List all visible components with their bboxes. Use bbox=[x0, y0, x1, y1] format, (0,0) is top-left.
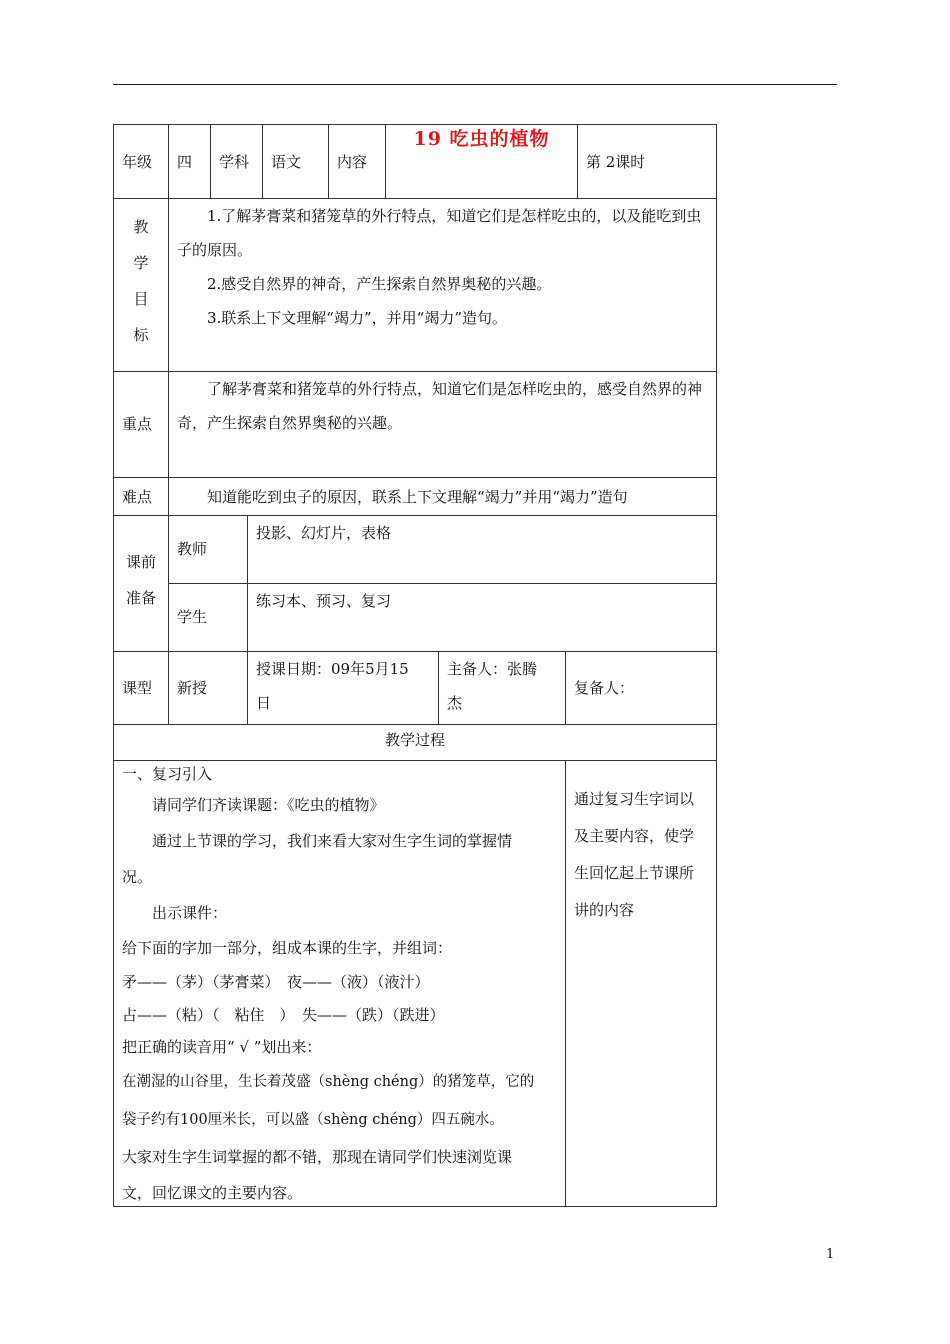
process-line: 矛——（茅）（茅膏菜） 夜——（液）（液汁） bbox=[122, 973, 430, 991]
process-heading: 教学过程 bbox=[113, 724, 717, 761]
header-rule bbox=[113, 84, 837, 85]
difficulties-label: 难点 bbox=[113, 477, 169, 516]
process-line: 文，回忆课文的主要内容。 bbox=[122, 1184, 303, 1202]
key-points-text bbox=[168, 371, 717, 478]
objective-item: 2.感受自然界的神奇，产生探索自然界奥秘的兴趣。 bbox=[207, 275, 552, 293]
teaching-date-line: 日 bbox=[256, 694, 272, 712]
process-line: 况。 bbox=[122, 868, 153, 886]
difficulties-paragraph: 知道能吃到虫子的原因，联系上下文理解“竭力”并用“竭力”造句 bbox=[207, 488, 628, 506]
process-line: 袋子约有100厘米长，可以盛（shèng chéng）四五碗水。 bbox=[122, 1112, 504, 1128]
student-label: 学生 bbox=[168, 583, 248, 652]
process-line: 把正确的读音用“ √ ”划出来： bbox=[122, 1038, 322, 1056]
process-note-line: 及主要内容，使学 bbox=[574, 827, 695, 845]
process-line: 出示课件： bbox=[152, 904, 228, 922]
process-line: 请同学们齐读课题：《吃虫的植物》 bbox=[152, 796, 385, 814]
process-line: 大家对生字生词掌握的都不错，那现在请同学们快速浏览课 bbox=[122, 1148, 513, 1166]
objective-item: 3.联系上下文理解“竭力”，并用“竭力”造句。 bbox=[207, 309, 507, 327]
main-preparer-line: 杰 bbox=[447, 694, 463, 712]
lesson-type-label: 课型 bbox=[113, 651, 169, 725]
teacher-label: 教师 bbox=[168, 515, 248, 584]
process-line: 占——（粘）（ 粘住 ） 失——（跌）（跌进） bbox=[122, 1006, 445, 1024]
page-number: 1 bbox=[826, 1247, 835, 1262]
objective-item: 1.了解茅膏菜和猪笼草的外行特点，知道它们是怎样吃虫的，以及能吃到虫子的原因。 bbox=[177, 207, 702, 259]
lesson-type-value: 新授 bbox=[168, 651, 248, 725]
main-preparer bbox=[438, 651, 566, 725]
objectives-label-char: 目 bbox=[133, 290, 149, 308]
objectives-label-char: 学 bbox=[133, 254, 149, 272]
preparation-label bbox=[113, 515, 169, 652]
content-label: 内容 bbox=[328, 124, 386, 199]
key-points-paragraph: 了解茅膏菜和猪笼草的外行特点，知道它们是怎样吃虫的，感受自然界的神奇，产生探索自然界奥秘的兴趣。 bbox=[177, 380, 703, 432]
process-line: 在潮湿的山谷里，生长着茂盛（shèng chéng）的猪笼草，它的 bbox=[122, 1074, 535, 1090]
process-line: 给下面的字加一部分，组成本课的生字，并组词： bbox=[122, 939, 453, 957]
process-content bbox=[113, 760, 566, 1207]
grade-label: 年级 bbox=[113, 124, 169, 199]
objectives-label-char: 标 bbox=[133, 326, 149, 344]
process-line: 一、复习引入 bbox=[122, 765, 213, 783]
process-note-line: 讲的内容 bbox=[574, 901, 635, 919]
subject-label: 学科 bbox=[210, 124, 263, 199]
preparation-label-line: 准备 bbox=[125, 589, 156, 607]
lesson-title-cell bbox=[385, 124, 578, 199]
grade-value: 四 bbox=[168, 124, 211, 199]
teaching-date bbox=[247, 651, 439, 725]
period-value: 第 2课时 bbox=[577, 124, 717, 199]
process-note-line: 通过复习生字词以 bbox=[574, 790, 695, 808]
co-preparer: 复备人： bbox=[565, 651, 717, 725]
key-points-label: 重点 bbox=[113, 371, 169, 478]
process-note-line: 生回忆起上节课所 bbox=[574, 864, 695, 882]
teacher-materials: 投影、幻灯片，表格 bbox=[247, 515, 717, 584]
objectives-label-char: 教 bbox=[133, 218, 149, 236]
student-materials: 练习本、预习、复习 bbox=[247, 583, 717, 652]
objectives-content bbox=[168, 198, 717, 372]
main-preparer-line: 主备人：张腾 bbox=[447, 660, 538, 678]
lesson-title: 19 吃虫的植物 bbox=[413, 128, 550, 150]
process-line: 通过上节课的学习，我们来看大家对生字生词的掌握情 bbox=[152, 832, 513, 850]
objectives-label bbox=[113, 198, 169, 372]
process-notes bbox=[565, 760, 717, 1207]
teaching-date-line: 授课日期：09年5月15 bbox=[256, 660, 409, 678]
preparation-label-line: 课前 bbox=[125, 553, 156, 571]
difficulties-text bbox=[168, 477, 717, 516]
subject-value: 语文 bbox=[262, 124, 329, 199]
